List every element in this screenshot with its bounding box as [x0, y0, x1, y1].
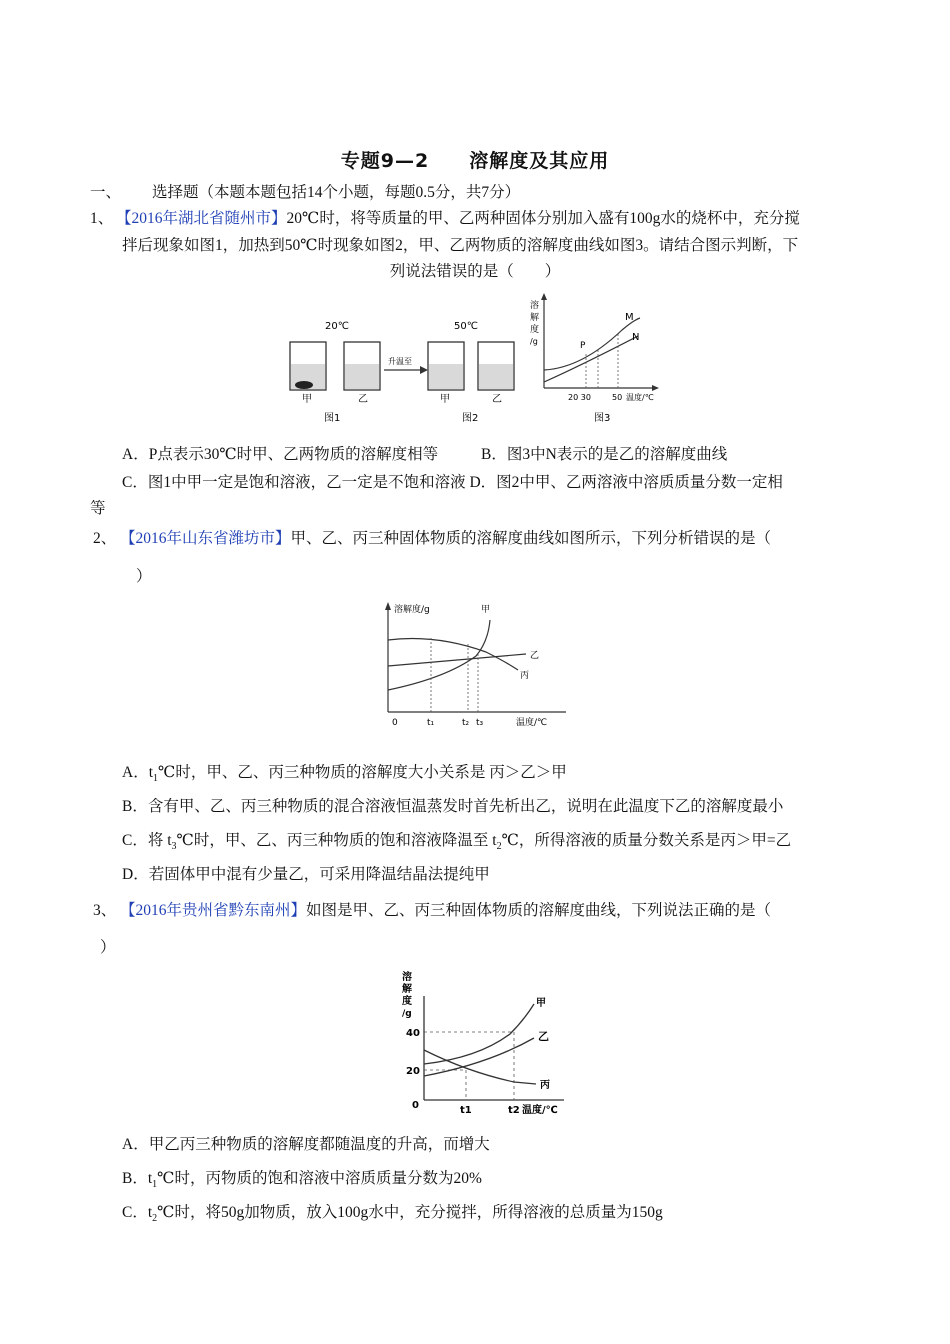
q3-option-b: [122, 1166, 482, 1190]
label-m: M: [625, 312, 634, 323]
q1-option-cd-cont: 等: [90, 500, 106, 517]
page-title: 专题9—2 溶解度及其应用: [340, 150, 610, 172]
q2-label-bing: 丙: [520, 671, 530, 681]
q2-tick-t3: t₃: [476, 718, 484, 728]
q1-stem-line2: 拌后现象如图1，加热到50℃时现象如图2，甲、乙两物质的溶解度曲线如图3。请结合图示判断，下: [122, 237, 799, 254]
q3-text1: 如图是甲、乙、丙三种固体物质的溶解度曲线，下列说法正确的是（: [306, 902, 772, 919]
q2-c-sub1: 3: [171, 841, 177, 853]
fig2-caption: 图2: [462, 413, 479, 424]
fig3-caption: 图3: [594, 413, 611, 424]
beaker-2-jia: [428, 342, 464, 390]
q1-number: 1、: [90, 210, 114, 227]
q2-c-pre: C．将 t: [122, 832, 172, 849]
q3-label-yi: 乙: [538, 1030, 549, 1043]
fig1-yi: 乙: [358, 394, 368, 405]
q3-label-bing: 丙: [540, 1080, 550, 1091]
q1-figure: [282, 290, 667, 430]
section-number: 一、: [90, 184, 122, 201]
q3-option-a: A．甲乙丙三种物质的溶解度都随温度的升高，而增大: [122, 1136, 490, 1153]
q2-stem-line1: [120, 526, 771, 548]
q2-xlabel: 温度/℃: [516, 718, 548, 728]
q3-value-40: 40: [406, 1028, 420, 1039]
fig3-tick-50: 50: [612, 393, 623, 402]
fig3-ylabel-2: 解: [530, 313, 540, 323]
q2-number: 2、: [93, 530, 117, 547]
q2-tick-t2: t₂: [462, 718, 470, 728]
q2-option-a: [122, 760, 567, 784]
q2-c-sub2: 2: [496, 841, 502, 853]
q2-c-post: ℃，所得溶液的质量分数关系是丙＞甲=乙: [501, 832, 792, 849]
q1-stem-line3: 列说法错误的是（ ）: [389, 263, 561, 280]
beaker-2-yi: [478, 342, 514, 390]
q1-source: 【2016年湖北省随州市】: [116, 210, 287, 227]
q3-tick-t1: t1: [460, 1105, 472, 1116]
arrow-heat: [384, 366, 428, 374]
q3-b-sub: 1: [152, 1179, 158, 1191]
q2-option-d: D．若固体甲中混有少量乙，可采用降温结晶法提纯甲: [122, 866, 490, 883]
q3-curve-yi: [424, 1038, 534, 1076]
fig2-jia: 甲: [440, 394, 450, 405]
fig1-caption: 图1: [324, 413, 341, 424]
q2-label-jia: 甲: [481, 605, 491, 615]
fig3-xlabel: 温度/℃: [626, 393, 654, 402]
q3-figure: [398, 968, 580, 1116]
q2-figure: [376, 598, 576, 730]
fig1-jia: 甲: [302, 394, 312, 405]
q3-value-20: 20: [406, 1066, 420, 1077]
label-p: P: [580, 341, 586, 351]
q2-tick-t1: t₁: [427, 718, 435, 728]
q2-a-sub: 1: [153, 773, 159, 785]
q3-c-sub: 2: [152, 1213, 158, 1225]
q3-tick-t2: t2: [508, 1105, 520, 1116]
q3-label-jia: 甲: [536, 998, 546, 1009]
q1-option-cd: C．图1中甲一定是饱和溶液，乙一定是不饱和溶液 D．图2中甲、乙两溶液中溶质质量分数一定相: [122, 474, 783, 491]
section-heading: 选择题（本题本题包括14个小题，每题0.5分，共7分）: [152, 184, 521, 201]
beaker-1-yi: [344, 342, 380, 390]
q3-curve-bing: [424, 1050, 536, 1084]
q3-c-pre: C．t: [122, 1204, 153, 1221]
q2-curve-jia: [388, 620, 490, 690]
beaker-1-jia: [290, 342, 326, 390]
q3-ylabel-3: 度: [402, 996, 412, 1007]
q3-option-c: [122, 1200, 663, 1224]
arrow-label: 升温至: [388, 357, 412, 366]
q2-c-mid: ℃时，甲、乙、丙三种物质的饱和溶液降温至 t: [176, 832, 497, 849]
fig2-temp: 50℃: [454, 321, 478, 332]
q3-ylabel-1: 溶: [402, 972, 412, 983]
q3-c-post: ℃时，将50g加物质，放入100g水中，充分搅拌，所得溶液的总质量为150g: [157, 1204, 663, 1221]
q2-a-pre: A．t: [122, 764, 154, 781]
fig3-ylabel-4: /g: [530, 337, 538, 346]
q3-b-post: ℃时，丙物质的饱和溶液中溶质质量分数为20%: [157, 1170, 482, 1187]
q2-stem-line2: ）: [136, 568, 152, 585]
fig3-axes: [541, 293, 659, 391]
q2-option-b: B．含有甲、乙、丙三种物质的混合溶液恒温蒸发时首先析出乙，说明在此温度下乙的溶解度最小: [122, 798, 784, 815]
q2-label-yi: 乙: [530, 651, 540, 661]
curve-n: [544, 336, 638, 382]
label-n: N: [632, 332, 640, 343]
q3-source: 【2016年贵州省黔东南州】: [120, 902, 307, 919]
q2-curve-bing: [388, 639, 518, 671]
q2-ylabel: 溶解度/g: [394, 605, 430, 615]
curve-m: [544, 318, 640, 370]
q1-text1: 20℃时，将等质量的甲、乙两种固体分别加入盛有100g水的烧杯中，充分搅: [286, 210, 800, 227]
q2-text1: 甲、乙、丙三种固体物质的溶解度曲线如图所示，下列分析错误的是（: [290, 530, 772, 547]
q3-b-pre: B．t: [122, 1170, 153, 1187]
q3-stem-line1: [120, 898, 771, 920]
fig1-temp: 20℃: [325, 321, 349, 332]
q2-curve-yi: [388, 654, 526, 666]
q3-curve-jia: [424, 1004, 534, 1064]
q3-ylabel-2: 解: [402, 984, 412, 995]
fig3-ticks: 20 30: [568, 393, 591, 402]
q1-option-b: B．图3中N表示的是乙的溶解度曲线: [481, 446, 728, 463]
q2-option-c: [122, 828, 791, 852]
q1-stem-line1: [116, 206, 800, 228]
q2-origin: 0: [392, 718, 398, 728]
q3-ylabel-4: /g: [402, 1009, 412, 1019]
q3-origin: 0: [412, 1100, 419, 1111]
q3-xlabel: 温度/℃: [522, 1105, 558, 1116]
q1-option-a: A．P点表示30℃时甲、乙两物质的溶解度相等: [122, 446, 439, 463]
fig2-yi: 乙: [492, 394, 502, 405]
q2-source: 【2016年山东省潍坊市】: [120, 530, 291, 547]
fig3-ylabel-1: 溶: [530, 301, 540, 311]
q3-stem-line2: ）: [100, 939, 116, 956]
q2-a-post: ℃时，甲、乙、丙三种物质的溶解度大小关系是 丙＞乙＞甲: [158, 764, 567, 781]
fig3-ylabel-3: 度: [530, 325, 540, 335]
q3-number: 3、: [93, 902, 117, 919]
